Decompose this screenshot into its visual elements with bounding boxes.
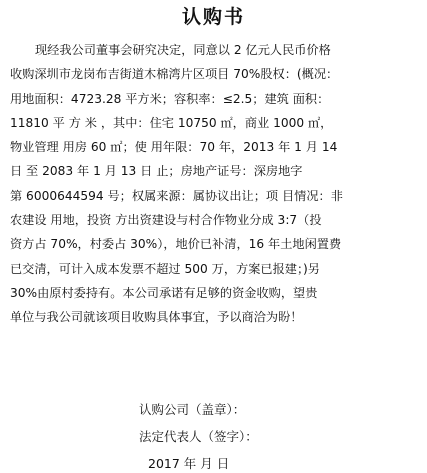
body-line: 第 6000644594 号；权属来源：属协议出让；项 目情况：非 [10, 188, 343, 203]
body-line: 已交清，可计入成本发票不超过 500 万，方案已报建；)另 [10, 261, 320, 276]
body-line: 单位与我公司就该项目收购具体事宜，予以商洽为盼！ [10, 310, 303, 325]
body-line: 资方占 70%，村委占 30%），地价已补清，16 年土地闲置费 [10, 237, 342, 252]
body-line: 30%由原村委持有。本公司承诺有足够的资金收购，望贵 [10, 285, 318, 300]
body-line: 物业管理 用房 60 ㎡；使 用年限：70 年，2013 年 1 月 14 [10, 140, 338, 155]
document-body [10, 38, 412, 330]
subscribing-company-label: 认购公司（盖章）： [139, 402, 246, 417]
body-line: 11810 平 方 米 ，其中：住宅 10750 ㎡，商业 1000 ㎡， [10, 115, 333, 130]
body-line: 农建设 用地，投资 方出资建设与村合作物业分成 3:7（投 [10, 213, 322, 228]
body-line: 收购深圳市龙岗布吉街道木棉湾片区项目 70%股权：(概况： [10, 67, 339, 82]
legal-representative-label: 法定代表人（签字）： [139, 429, 258, 444]
signature-date: 2017 年 月 日 [148, 456, 230, 471]
body-line: 日 至 2083 年 1 月 13 日 止；房地产证号：深房地字 [10, 164, 303, 179]
document-title: 认购书 [181, 6, 245, 28]
body-line: 用地面积：4723.28 平方米；容积率：≤2.5；建筑 面积： [10, 91, 330, 106]
body-line: 现经我公司董事会研究决定，同意以 2 亿元人民币价格 [35, 43, 331, 57]
